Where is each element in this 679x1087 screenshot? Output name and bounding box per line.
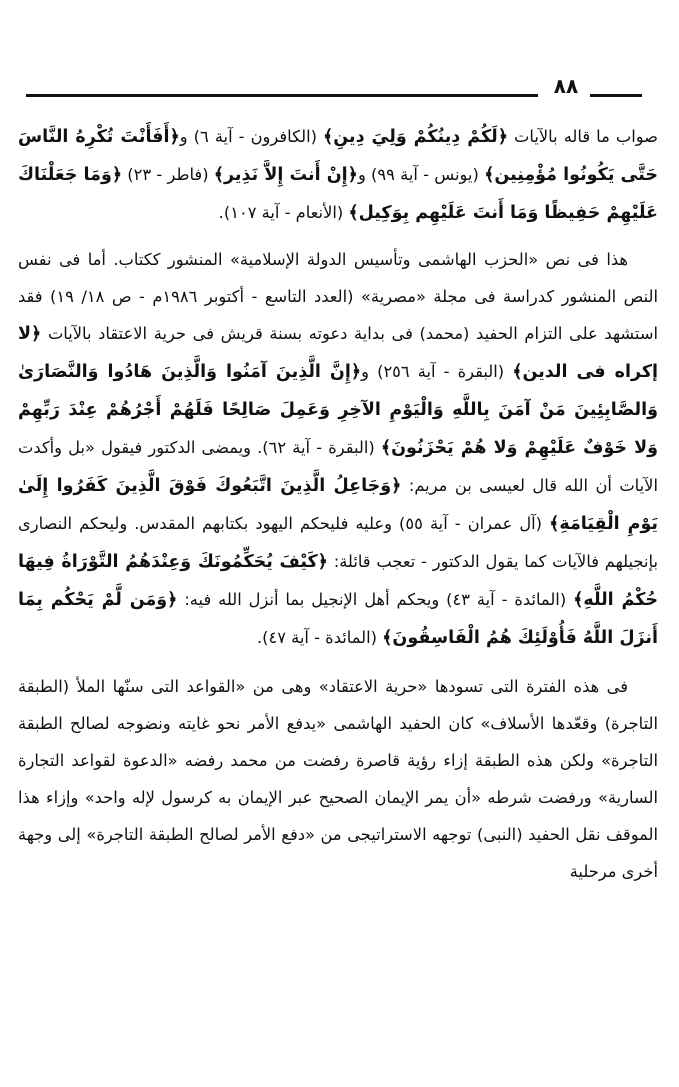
paragraph-2 bbox=[18, 241, 658, 657]
text-segment: هذا فى نص «الحزب الهاشمى وتأسيس الدولة الإسلامية» المنشور ككتاب. أما فى نفس النص المنشور كدراسة فى مجلة «مصرية» (العدد التاسع - أكتوبر ١٩٨٦م - ص ١٨/ ١٩) فقد استشهد على التزام الحفيد (محمد) فى بداية دعوته بسنة قريش فى حرية الاعتقاد بالآيات bbox=[18, 250, 658, 343]
header-rule-short bbox=[590, 94, 642, 97]
quran-verse: ﴿وَمَن لَّمْ يَحْكُم بِمَا أَنزَلَ اللَّهُ فَأُوْلَئِكَ هُمُ الْفَاسِقُونَ﴾ bbox=[18, 590, 658, 648]
quran-verse: ﴿لَكُمْ دِينُكُمْ وَلِيَ دِينِ﴾ bbox=[323, 127, 508, 147]
text-segment: (فاطر - ٢٣) bbox=[122, 165, 214, 184]
text-segment: (البقرة - آية ٦٢). ويمضى الدكتور فيقول «بل وأكدت الآيات أن الله قال لعيسى بن مريم: bbox=[18, 438, 658, 495]
paragraph-1 bbox=[18, 118, 658, 232]
text-segment: (يونس - آية ٩٩) و bbox=[357, 165, 485, 184]
text-segment: (المائدة - آية ٤٣) ويحكم أهل الإنجيل بما أنزل الله فيه: bbox=[177, 590, 574, 609]
text-segment: (المائدة - آية ٤٧). bbox=[256, 628, 383, 647]
text-segment: (البقرة - آية ٢٥٦) و bbox=[361, 362, 513, 381]
text-segment: (الكافرون - آية ٦) و bbox=[179, 127, 324, 146]
header-rule bbox=[26, 94, 538, 97]
quran-verse: ﴿إِنَّ الَّذِينَ آمَنُوا وَالَّذِينَ هَادُوا وَالنَّصَارَىٰ وَالصَّابِئِينَ مَنْ آمَنَ بِاللَّهِ وَالْيَوْمِ الآخِرِ وَعَمِلَ صَالِحًا فَلَهُمْ أَجْرُهُمْ عِنْدَ رَبِّهِمْ وَلا خَوْفٌ عَلَيْهِمْ وَلا هُمْ يَحْزَنُونَ﴾ bbox=[18, 362, 658, 458]
quran-verse: ﴿أَفَأَنْتَ تُكْرِهُ النَّاسَ حَتَّى يَكُونُوا مُؤْمِنِين﴾ bbox=[18, 127, 659, 185]
quran-verse: ﴿وَجَاعِلُ الَّذِينَ اتَّبَعُوكَ فَوْقَ الَّذِينَ كَفَرُوا إِلَىٰ يَوْمِ الْقِيَامَةِ﴾ bbox=[18, 476, 658, 534]
page-header bbox=[18, 74, 658, 104]
text-segment: (الأنعام - آية ١٠٧). bbox=[218, 203, 349, 222]
quran-verse: ﴿إِنْ أَنتَ إِلاَّ نَذِير﴾ bbox=[213, 165, 358, 185]
page-number: ٨٨ bbox=[553, 74, 579, 98]
paragraph-3 bbox=[18, 668, 658, 890]
quran-verse: ﴿وَمَا جَعَلْنَاكَ عَلَيْهِمْ حَفِيظًا وَمَا أَنتَ عَلَيْهِم بِوَكِيل﴾ bbox=[18, 165, 658, 223]
quran-verse: ﴿كَيْفَ يُحَكِّمُونَكَ وَعِنْدَهُمُ التَّوْرَاةُ فِيهَا حُكْمُ اللَّهِ﴾ bbox=[18, 552, 659, 610]
text-segment: صواب ما قاله بالآيات bbox=[507, 127, 659, 146]
text-segment: فى هذه الفترة التى تسودها «حرية الاعتقاد» وهى من «القواعد التى سنّها الملأ (الطبقة التاجرة) وقعّدها الأسلاف» كان الحفيد الهاشمى «يدفع الأمر نحو غايته ونضوجه لصالح الطبقة التاجرة» ولكن هذه الطبقة إزاء رؤية قاصرة رفضت من محمد رفضه «الدعوة لقواعد التجارة السارية» ورفضت شرطه «أن يمر الإيمان الصحيح عبر الإيمان به كرسول لإله واحد» وإزاء هذا الموقف نقل الحفيد (النبى) توجهه الاستراتيجى من «دفع الأمر لصالح الطبقة التاجرة» إلى وجهة أخرى مرحلية bbox=[18, 677, 658, 881]
text-segment: (آل عمران - آية ٥٥) وعليه فليحكم اليهود بكتابهم المقدس. وليحكم النصارى بإنجيلهم فالآيات كما يقول الدكتور - تعجب قائلة: bbox=[18, 514, 658, 571]
quran-verse: ﴿لا إكراه فى الدين﴾ bbox=[18, 324, 659, 382]
page-body bbox=[18, 118, 658, 890]
